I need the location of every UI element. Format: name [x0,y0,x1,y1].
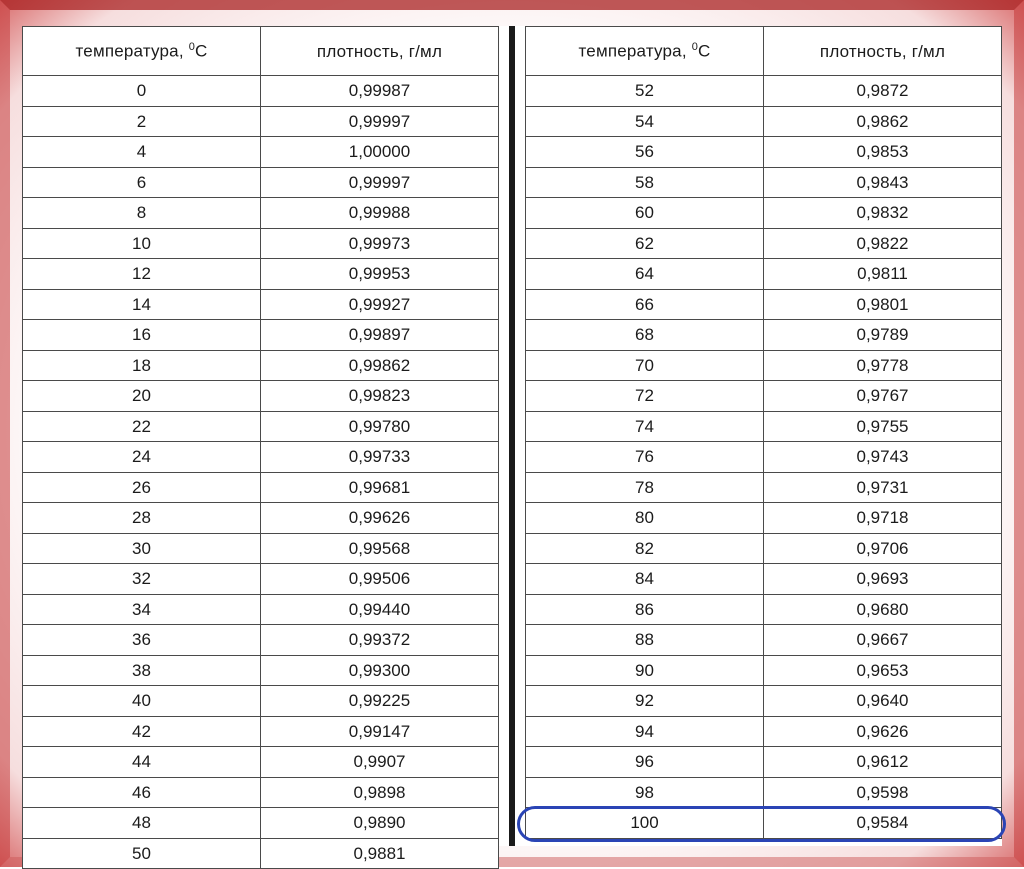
header-temperature-degree: 0 [188,41,196,54]
left-table-container [22,26,512,863]
cell-density: 0,9755 [764,411,1002,442]
table-row [526,747,1002,778]
table-row [23,777,499,808]
cell-temperature: 26 [23,472,261,503]
table-row [23,106,499,137]
header-temperature-label: температура, [75,41,189,61]
cell-density: 0,99987 [261,76,499,107]
cell-density: 0,9743 [764,442,1002,473]
cell-temperature: 12 [23,259,261,290]
cell-temperature: 72 [526,381,764,412]
table-row [526,594,1002,625]
table-row [526,625,1002,656]
table-row [23,381,499,412]
table-row [23,289,499,320]
cell-density: 0,99988 [261,198,499,229]
cell-temperature: 24 [23,442,261,473]
table-row [526,655,1002,686]
cell-temperature: 30 [23,533,261,564]
cell-temperature: 36 [23,625,261,656]
table-row [23,533,499,564]
table-row [23,564,499,595]
cell-density: 0,9898 [261,777,499,808]
table-row [23,320,499,351]
cell-density: 0,99823 [261,381,499,412]
table-row [23,411,499,442]
table-row [526,564,1002,595]
cell-density: 0,9890 [261,808,499,839]
header-temperature-degree: 0 [691,41,699,54]
header-temperature-label: температура, [578,41,692,61]
cell-temperature: 6 [23,167,261,198]
table-row [23,198,499,229]
table-header-row [23,27,499,76]
table-row [23,259,499,290]
cell-temperature: 74 [526,411,764,442]
cell-temperature: 32 [23,564,261,595]
table-row [526,381,1002,412]
table-row [526,411,1002,442]
cell-density: 0,9718 [764,503,1002,534]
cell-density: 0,9843 [764,167,1002,198]
cell-temperature: 78 [526,472,764,503]
cell-temperature: 88 [526,625,764,656]
cell-density: 0,99568 [261,533,499,564]
cell-density: 0,9667 [764,625,1002,656]
table-row [526,350,1002,381]
table-row [23,76,499,107]
cell-density: 0,99372 [261,625,499,656]
cell-density: 0,99506 [261,564,499,595]
cell-temperature: 58 [526,167,764,198]
cell-density: 0,99147 [261,716,499,747]
header-temperature [526,27,764,76]
density-table-right [525,26,1002,839]
cell-density: 0,9612 [764,747,1002,778]
cell-density: 0,99780 [261,411,499,442]
table-row [526,686,1002,717]
cell-density: 0,99681 [261,472,499,503]
table-sheet [22,26,1002,863]
cell-density: 0,99997 [261,106,499,137]
cell-temperature: 10 [23,228,261,259]
left-table-body [23,76,499,869]
cell-density: 0,99300 [261,655,499,686]
table-row [23,808,499,839]
table-row [526,106,1002,137]
cell-density: 0,99225 [261,686,499,717]
cell-temperature: 90 [526,655,764,686]
cell-temperature: 34 [23,594,261,625]
table-row [526,198,1002,229]
density-table-left [22,26,499,869]
cell-temperature: 66 [526,289,764,320]
cell-temperature: 82 [526,533,764,564]
cell-temperature: 48 [23,808,261,839]
table-row [526,716,1002,747]
table-row [526,76,1002,107]
cell-density: 0,9653 [764,655,1002,686]
cell-temperature: 40 [23,686,261,717]
table-row [526,289,1002,320]
cell-density: 0,9801 [764,289,1002,320]
cell-density: 0,99973 [261,228,499,259]
table-row [526,259,1002,290]
table-row [23,350,499,381]
cell-temperature: 76 [526,442,764,473]
table-row [526,777,1002,808]
cell-temperature: 94 [526,716,764,747]
cell-temperature: 68 [526,320,764,351]
cell-temperature: 52 [526,76,764,107]
table-row [23,442,499,473]
cell-temperature: 20 [23,381,261,412]
cell-temperature: 56 [526,137,764,168]
cell-density: 1,00000 [261,137,499,168]
cell-density: 0,99626 [261,503,499,534]
table-header-row [526,27,1002,76]
cell-temperature: 8 [23,198,261,229]
table-row [526,167,1002,198]
header-temperature [23,27,261,76]
cell-density: 0,9862 [764,106,1002,137]
cell-temperature: 62 [526,228,764,259]
header-density: плотность, г/мл [261,27,499,76]
cell-density: 0,9680 [764,594,1002,625]
cell-density: 0,9881 [261,838,499,869]
cell-density: 0,9598 [764,777,1002,808]
cell-density: 0,99440 [261,594,499,625]
table-row [23,838,499,869]
cell-temperature: 84 [526,564,764,595]
cell-temperature: 64 [526,259,764,290]
table-row [526,320,1002,351]
cell-density: 0,9706 [764,533,1002,564]
cell-temperature: 44 [23,747,261,778]
cell-density: 0,9778 [764,350,1002,381]
table-row [526,228,1002,259]
header-temperature-unit: C [698,41,711,61]
cell-density: 0,9853 [764,137,1002,168]
cell-temperature: 60 [526,198,764,229]
cell-density: 0,99927 [261,289,499,320]
cell-density: 0,99997 [261,167,499,198]
cell-temperature: 28 [23,503,261,534]
cell-temperature: 22 [23,411,261,442]
header-density: плотность, г/мл [764,27,1002,76]
cell-temperature: 2 [23,106,261,137]
cell-density: 0,99733 [261,442,499,473]
table-row-highlighted [526,808,1002,839]
table-row [526,472,1002,503]
cell-density: 0,9822 [764,228,1002,259]
cell-temperature: 4 [23,137,261,168]
cell-density: 0,9811 [764,259,1002,290]
table-row [23,167,499,198]
cell-temperature: 70 [526,350,764,381]
table-row [23,503,499,534]
table-row [23,716,499,747]
cell-temperature: 92 [526,686,764,717]
cell-temperature: 16 [23,320,261,351]
cell-temperature: 38 [23,655,261,686]
cell-density: 0,9832 [764,198,1002,229]
cell-temperature: 96 [526,747,764,778]
cell-temperature: 80 [526,503,764,534]
cell-density: 0,99897 [261,320,499,351]
table-row [23,686,499,717]
table-row [23,747,499,778]
table-row [526,137,1002,168]
right-table-body [526,76,1002,839]
cell-density: 0,9872 [764,76,1002,107]
cell-temperature: 54 [526,106,764,137]
table-row [526,533,1002,564]
cell-density: 0,99953 [261,259,499,290]
cell-density: 0,9640 [764,686,1002,717]
cell-density: 0,9584 [764,808,1002,839]
cell-temperature: 50 [23,838,261,869]
table-row [23,228,499,259]
cell-temperature: 46 [23,777,261,808]
cell-density: 0,9626 [764,716,1002,747]
table-row [23,655,499,686]
cell-density: 0,99862 [261,350,499,381]
cell-temperature: 0 [23,76,261,107]
table-row [526,442,1002,473]
cell-density: 0,9907 [261,747,499,778]
cell-density: 0,9789 [764,320,1002,351]
cell-temperature: 98 [526,777,764,808]
cell-temperature: 86 [526,594,764,625]
cell-density: 0,9731 [764,472,1002,503]
table-row [23,625,499,656]
table-row [23,137,499,168]
cell-temperature: 18 [23,350,261,381]
cell-density: 0,9693 [764,564,1002,595]
right-table-container [512,26,1002,846]
table-row [23,594,499,625]
table-row [23,472,499,503]
cell-temperature: 42 [23,716,261,747]
table-row [526,503,1002,534]
cell-density: 0,9767 [764,381,1002,412]
header-temperature-unit: C [195,41,208,61]
cell-temperature: 100 [526,808,764,839]
cell-temperature: 14 [23,289,261,320]
